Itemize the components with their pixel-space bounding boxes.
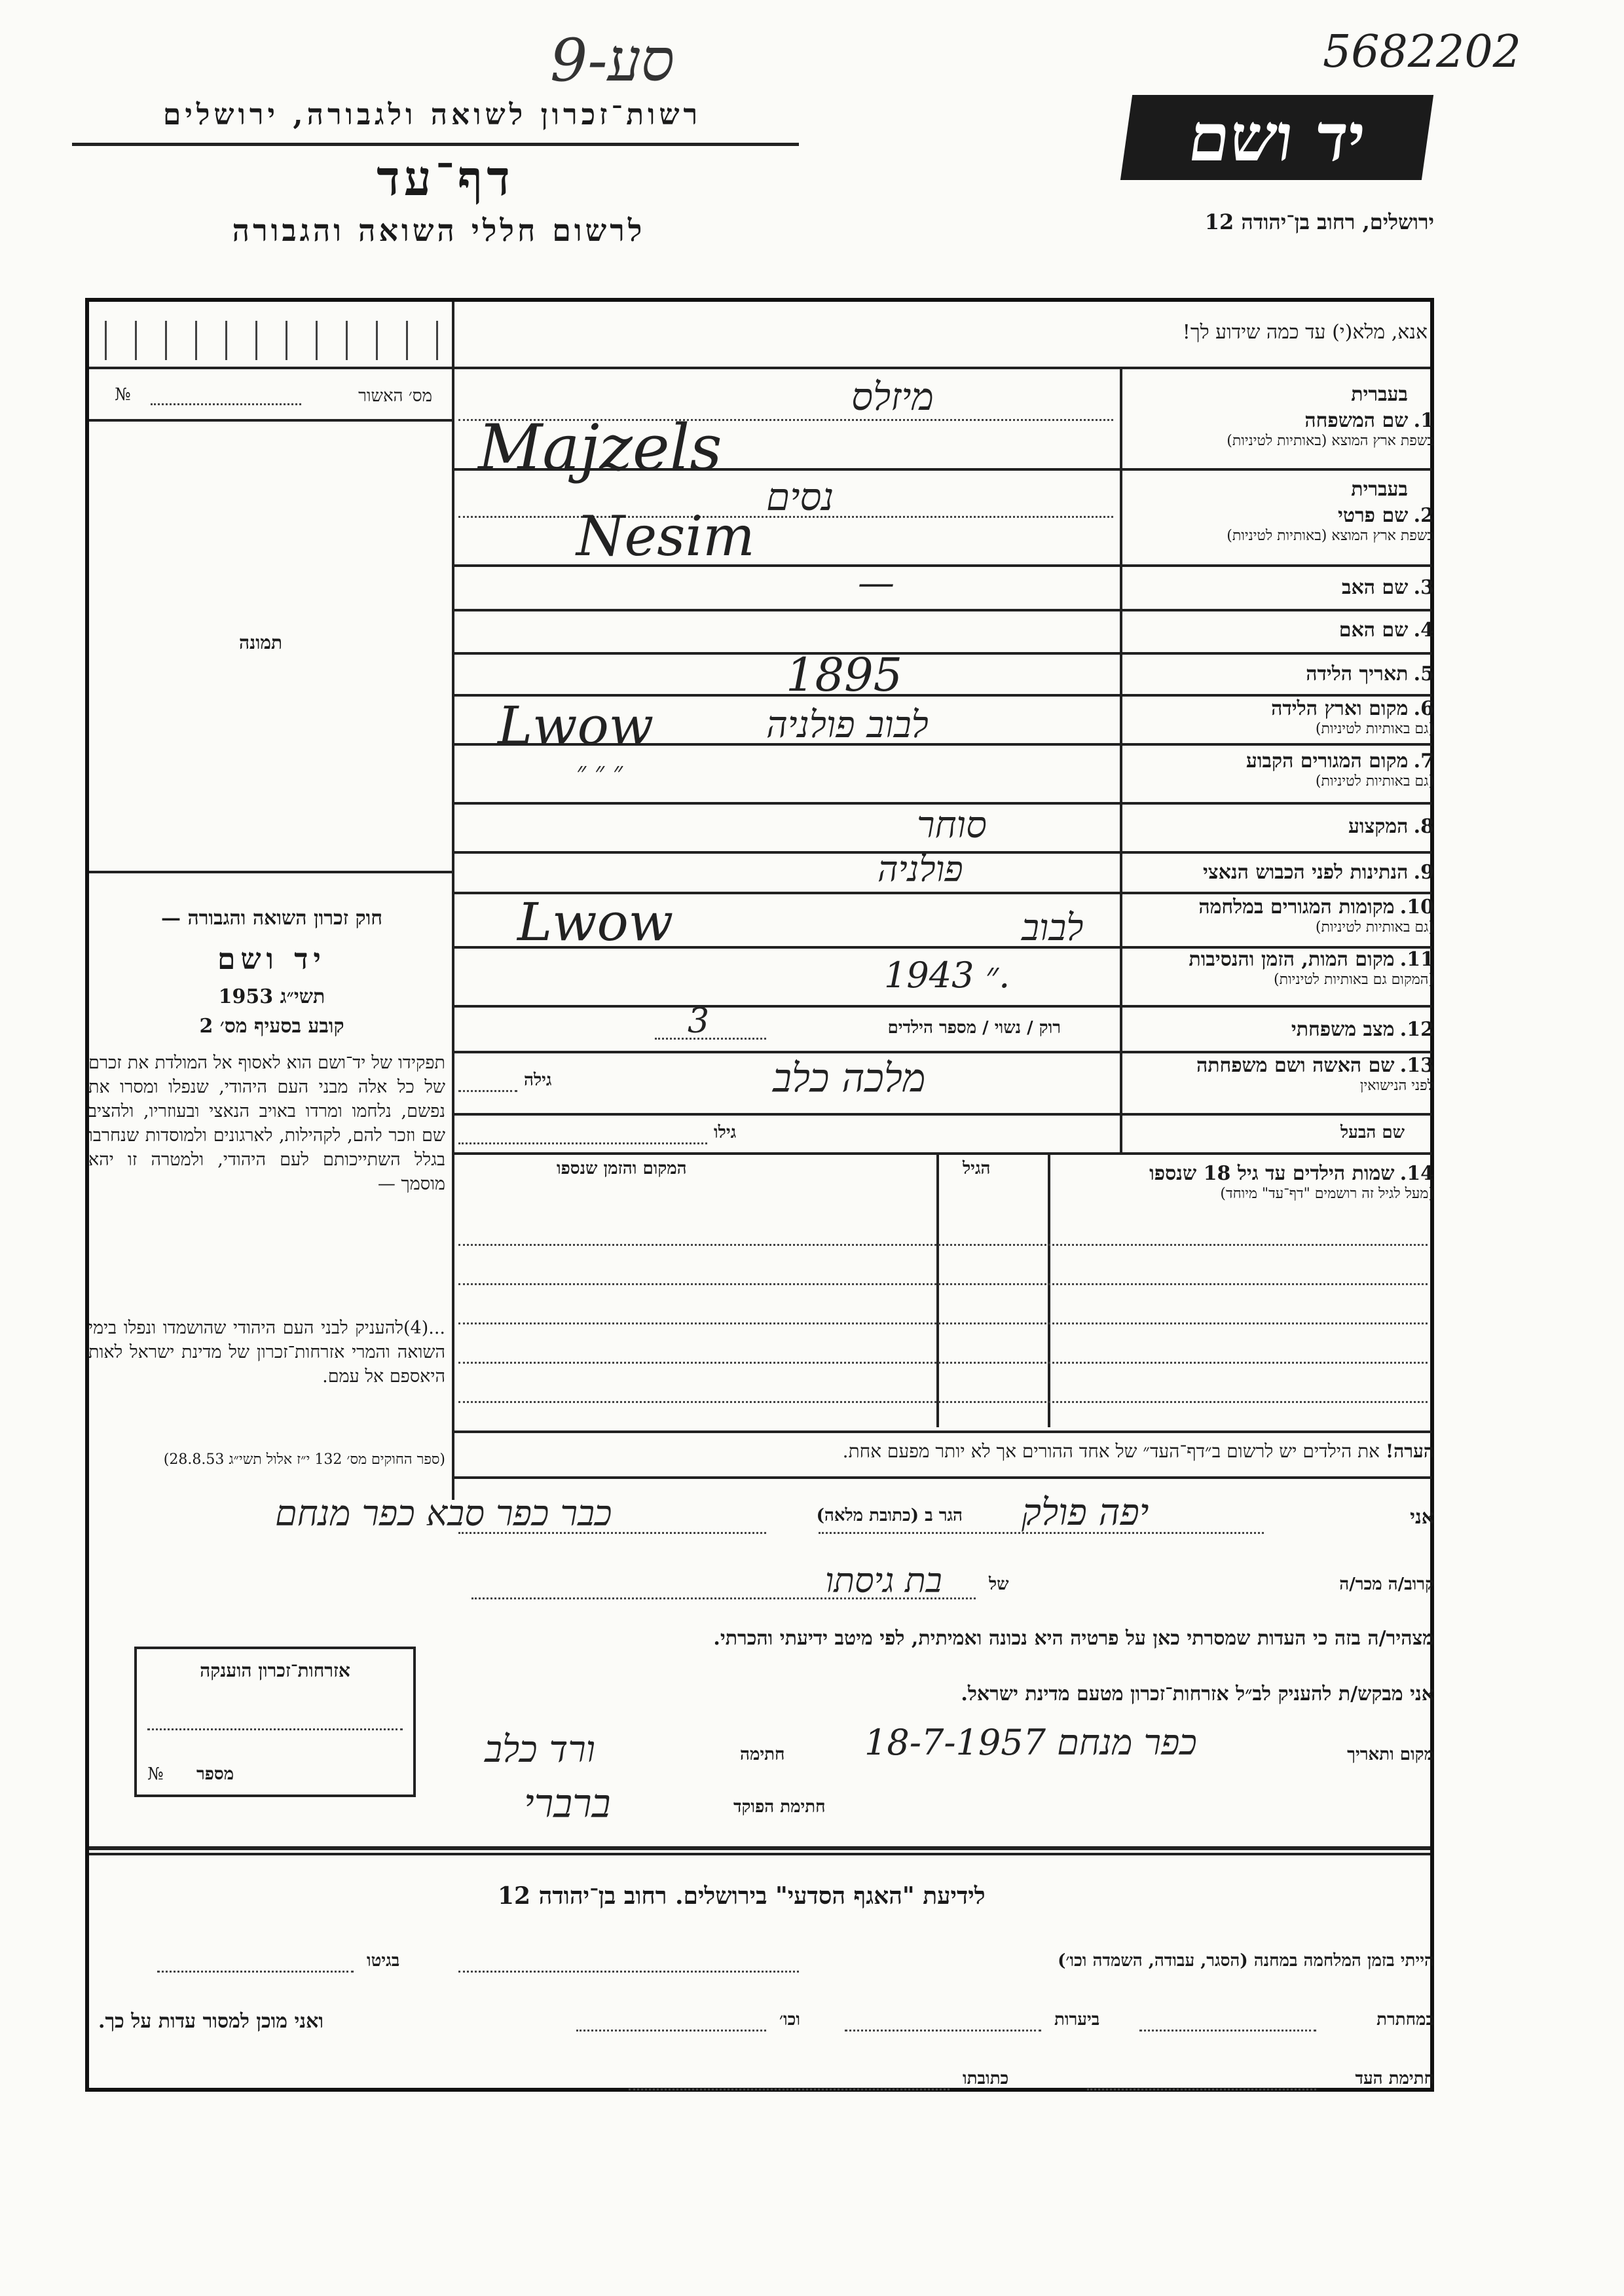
children-row-5 (458, 1401, 1428, 1403)
field-father-label: 3. שם האב (1342, 576, 1434, 599)
footer-ghetto: בגיטו (367, 1951, 400, 1971)
death-value: ״ 1943. (884, 955, 1010, 996)
field-children-label: 14. שמות הילדים עד גיל 18 שנספו (מעל לגיל זה רושמים "דף־עד" מיוחד) (1149, 1162, 1434, 1202)
children-row-2 (458, 1283, 1428, 1285)
field-mother-label: 4. שם האם (1338, 619, 1434, 642)
children-note (843, 1440, 1434, 1463)
footer-title: לידיעת "האגף הסדעי" בירושלים. רחוב בן־יהודה 12 (498, 1882, 986, 1910)
yad-vashem-logo: יד ושם (1120, 95, 1433, 180)
children-col-1 (936, 1152, 939, 1427)
husband-age-label: גילו (714, 1123, 737, 1142)
wife-age-label: גילה (524, 1070, 552, 1090)
children-col-2 (1048, 1152, 1050, 1427)
footer-camp-line: הייתי בזמן המלחמה במחנה (הסגר, עבודה, השמדה וכו׳) (1058, 1951, 1434, 1971)
photo-label: תמונה (239, 632, 283, 653)
field-birthplace-label: 6. מקום וארץ הלידה (גם באותיות לטיניות) (1271, 697, 1434, 737)
row-rule-13 (453, 1113, 1431, 1116)
law-title: חוק זכרון השואה והגבורה — (161, 907, 382, 930)
relation-value: בת גיסתו (825, 1561, 942, 1601)
request-rule (89, 367, 1430, 369)
field-residence-label: 7. מקום המגורים הקבוע (גם באותיות לטיניות) (1246, 750, 1434, 790)
birthplace-latin: Lwow (498, 695, 654, 756)
field-nationality-label: 9. הנתינות לפני הכבוש הנאצי (1203, 861, 1434, 884)
citizenship-title: אזרחות־זכרון הוענקה (200, 1660, 350, 1681)
birthplace-hebrew: לבוב פולניה (766, 704, 929, 746)
field-given-label: 2. שם פרטי בשפת ארץ המוצא (באותיות לטיניות) (1227, 504, 1434, 544)
law-clause: קובע בסעיף מס׳ 2 (199, 1015, 344, 1038)
field-birthdate-label: 5. תאריך הלידה (1306, 663, 1434, 685)
children-row-1 (458, 1244, 1428, 1246)
citizenship-no-sign: № (147, 1764, 164, 1784)
footer-camp-dots (458, 1971, 799, 1973)
field-wife-label: 13. שם האשה ושם משפחתה לפני הנישואין (1196, 1054, 1434, 1094)
husband-label: שם הבעל (1340, 1123, 1405, 1142)
header-address: ירושלים, רחוב בן־יהודה 12 (1204, 210, 1434, 234)
citizenship-line (147, 1728, 403, 1730)
given-hebrew: נסים (766, 475, 834, 519)
decl-statement: מצהיר/ה בזה כי העדות שמסרתי כאן על פרטיה היא נכונה ואמיתית, לפי מיטב ידיעתי והכרתי. (713, 1627, 1434, 1650)
footer-ghetto-dots (157, 1971, 354, 1973)
decl-signature: חתימה (740, 1745, 785, 1764)
archive-number: 5682202 (1323, 26, 1521, 78)
fill-request: אנא, מלא(י) עד כמה שידוע לך! (1182, 321, 1428, 344)
children-count: 3 (688, 1002, 710, 1041)
header-rule (72, 143, 799, 146)
decl-place-date: מקום ותאריך (1347, 1745, 1434, 1764)
row-rule-14 (453, 1152, 1431, 1155)
law-text: תפקידו של יד־ושם הוא לאסוף אל המולדת את זכרם של כל אלה מבני העם היהודי, שנפלו ומסרו את נפשם, נלחמו ומרדו באויב הנאצי ובעוזריו, ולהציב שם וזכר להם, לקהילות, לארגונים ולמוסדות שנחרבו בגלל השתייכותם לעם היהודי, ולמטרה זו יהא מוסמך — (88, 1053, 445, 1194)
decl-i: אני (1410, 1506, 1434, 1529)
war-place-latin: Lwow (517, 892, 674, 953)
approval-line (151, 403, 301, 405)
war-place-hebrew: לבוב (1022, 907, 1084, 949)
officer-signature: ברברי (524, 1781, 611, 1827)
decl-resident: הגר ב (כתובת מלאה) (816, 1506, 963, 1525)
row-rule-3 (453, 609, 1431, 611)
form-title: דף־עד (377, 151, 514, 207)
decl-of-line (471, 1597, 976, 1599)
note-text: את הילדים יש לרשום ב״דף־העד״ של אחד ההורים אך לא יותר מפעם אחת. (842, 1440, 1380, 1462)
law-name: יד ושם (217, 943, 326, 976)
residence-value: ״ ״ ״ (576, 757, 623, 787)
given-latin: Nesim (576, 504, 755, 568)
footer-etc-dots (576, 2030, 766, 2032)
nationality-value: פולניה (877, 848, 963, 890)
decl-officer: חתימת הפוקד (733, 1797, 826, 1817)
marital-line (655, 1038, 766, 1040)
field-surname-label: 1. שם המשפחה בשפת ארץ המוצא (באותיות לטיניות) (1227, 409, 1434, 449)
surname-hebrew: מיזלס (851, 374, 934, 419)
form-subtitle: לרשום חללי השואה והגבורה (232, 213, 646, 248)
law-text-2: ...(4)להעניק לבני העם היהודי שהושמדו ונפלו בימי השואה והמרי אזרחות־זכרון של מדינת ישראל לאות היאספם אל עמם. (88, 1318, 445, 1387)
citizenship-number: מספר (196, 1764, 234, 1784)
footer-underground-dots (1139, 2030, 1316, 2032)
approval-number-boxes (105, 321, 439, 360)
wife-age-line (458, 1090, 517, 1092)
children-place-header: המקום והזמן שנספו (557, 1159, 687, 1178)
decl-name-line (819, 1532, 1264, 1534)
father-value: — (858, 562, 895, 604)
children-row-4 (458, 1362, 1428, 1364)
footer-address-label: כתובתו (963, 2069, 1009, 2088)
in-hebrew-2: בעברית (1351, 478, 1408, 501)
decl-address-line (458, 1532, 766, 1534)
decl-request: אני מבקש/ת להעניק לב״ל אזרחות־זכרון מטעם מדינת ישראל. (961, 1683, 1434, 1705)
birth-year: 1895 (786, 648, 903, 702)
footer-address-dots (629, 2088, 950, 2090)
labels-divider (1120, 367, 1122, 1153)
children-row-3 (458, 1322, 1428, 1324)
file-stamp: 9-סע (550, 26, 674, 95)
field-profession-label: 8. המקצוע (1348, 815, 1434, 838)
approval-rule (89, 419, 453, 422)
in-hebrew-1: בעברית (1351, 383, 1408, 406)
note-rule-bottom (453, 1476, 1431, 1479)
row-rule-12 (453, 1051, 1431, 1053)
decl-of: של (989, 1575, 1009, 1594)
law-citation: (ספר החוקים מס׳ 132 י״ז אלול תשי״ג 28.8.53) (163, 1451, 445, 1468)
approval-no-sign: № (115, 385, 131, 405)
footer-forests-dots (845, 2030, 1041, 2032)
footer-ready: ואני מוכן למסור עדות על כך. (98, 2010, 324, 2033)
row-rule-11 (453, 1005, 1431, 1008)
marital-options: רוק / נשוי / מספר הילדים (887, 1018, 1061, 1038)
witness-address: כבר כפר סבא כפר מנחם (275, 1493, 612, 1534)
approval-label: מס׳ האשור (358, 386, 432, 406)
decl-relative: קרוב/ה מכר/ה (1339, 1575, 1434, 1594)
husband-age-line (458, 1142, 707, 1144)
law-year: תשי״ג 1953 (218, 985, 325, 1008)
field-marital-label: 12. מצב משפחתי (1291, 1018, 1434, 1041)
footer-witness-dots (1087, 2088, 1316, 2090)
footer-rule-2 (89, 1853, 1430, 1855)
left-column-divider (452, 302, 454, 1500)
note-rule-top (453, 1430, 1431, 1433)
footer-rule (89, 1846, 1430, 1850)
row-rule-4 (453, 652, 1431, 655)
footer-forests: ביערות (1054, 2010, 1100, 2030)
footer-etc: וכו׳ (779, 2010, 801, 2030)
photo-rule (89, 871, 453, 873)
wife-name: מלכה כלב (773, 1055, 926, 1101)
children-age-header: הגיל (963, 1159, 991, 1178)
field-death-label: 11. מקום המות, הזמן והנסיבות (המקום גם באותיות לטיניות) (1189, 948, 1434, 988)
place-date-value: כפר מנחם 18-7-1957 (864, 1722, 1197, 1763)
signature-value: ורד כלב (485, 1728, 596, 1771)
footer-witness-sig: חתימת העד (1355, 2069, 1434, 2088)
field-war-residence-label: 10. מקומות המגורים במלחמה (גם באותיות לטיניות) (1198, 896, 1434, 936)
profession-value: סוחר (917, 804, 987, 847)
surname-latin: Majzels (478, 411, 722, 484)
authority-line: רשות־זכרון לשואה ולגבורה, ירושלים (162, 98, 702, 132)
footer-underground: במחתרת (1376, 2010, 1434, 2030)
note-label: הערה! (1385, 1440, 1434, 1462)
witness-name: יפה פולק (1022, 1491, 1149, 1534)
